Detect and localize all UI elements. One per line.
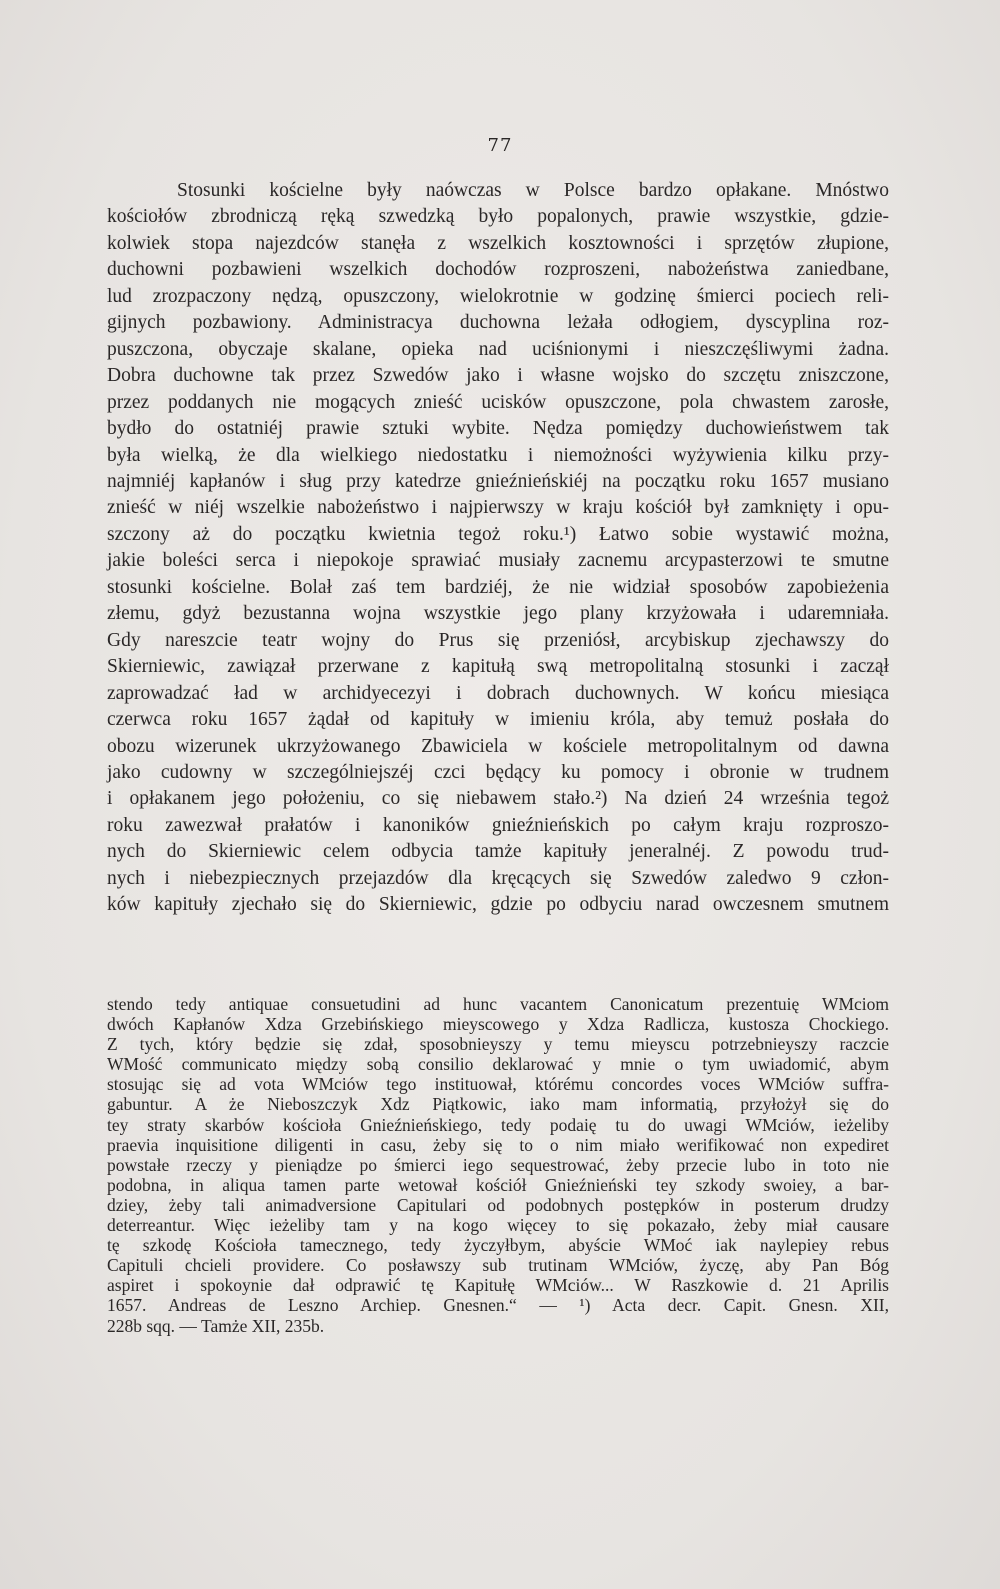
footnote-line: gabuntur. A że Nieboszczyk Xdz Piątkowic, iako mam informatią, przyłożył się do (107, 1094, 889, 1115)
main-text-line: nych do Skierniewic celem odbycia tamże kapituły jeneralnéj. Z powodu trud- (107, 841, 889, 863)
main-text-line: ków kapituły zjechało się do Skierniewic, gdzie po odbyciu narad owczesnem smutnem (107, 894, 889, 916)
footnote-line: dziey, żeby tali animadversione Capitulari od podobnych postępków in posterum drudzy (107, 1194, 889, 1215)
main-text-line: zaprowadzać ład w archidyecezyi i dobrach duchownych. W końcu miesiąca (107, 682, 889, 704)
footnote-line: dwóch Kapłanów Xdza Grzebińskiego mieyscowego y Xdza Radlicza, kustosza Chockiego. (107, 1014, 889, 1035)
footnote-line: Capituli chcieli providere. Co posławszy sub trutinam WMciów, życzę, aby Pan Bóg (107, 1255, 889, 1276)
main-text-line: czerwca roku 1657 żądał od kapituły w imieniu króla, aby temuż posłała do (107, 709, 889, 731)
main-text-line: duchowni pozbawieni wszelkich dochodów rozproszeni, nabożeństwa zaniedbane, (107, 259, 889, 281)
main-text-line: złemu, gdyż bezustanna wojna wszystkie jego plany krzyżowała i udaremniała. (107, 603, 889, 625)
main-text-line: gijnych pozbawiony. Administracya duchowna leżała odłogiem, dyscyplina roz- (107, 312, 889, 334)
footnote-line: tey straty skarbów kościoła Gnieźnieńskiego, tedy podaię tu do uwagi WMciów, ieżeliby (107, 1114, 889, 1135)
main-text-line: najmniéj kapłanów i sług przy katedrze gnieźnieńskiéj na początku roku 1657 musiano (107, 470, 889, 492)
footnote-line: podobna, in aliqua tamen parte wetował kościół Gnieźnieński tey szkody swoiey, a bar- (107, 1174, 889, 1195)
main-text-line: jakie boleści serca i niepokoje sprawiać musiały zacnemu arcypasterzowi te smutne (107, 550, 889, 572)
footnote-line: 228b sqq. — Tamże XII, 235b. (107, 1315, 325, 1336)
main-text-line: lud zrozpaczony nędzą, opuszczony, wielokrotnie w godzinę śmierci pociech reli- (107, 285, 889, 307)
footnote-line: tę szkodę Kościoła tamecznego, tedy życzyłbym, abyście WMoć iak naylepiey rebus (107, 1235, 889, 1256)
main-text-line: stosunki kościelne. Bolał zaś tem bardziéj, że nie widział sposobów zapobieżenia (107, 576, 889, 598)
main-text-line: bydło do ostatniéj prawie sztuki wybite. Nędza pomiędzy duchowieństwem tak (107, 418, 889, 440)
main-text-line: Gdy nareszcie teatr wojny do Prus się przeniósł, arcybiskup zjechawszy do (107, 629, 889, 651)
main-text-line: Skierniewic, zawiązał przerwane z kapitułą swą metropolitalną stosunki i zaczął (107, 656, 889, 678)
main-body-text (107, 178, 889, 919)
footnote-line: stosując się ad vota WMciów tego instituował, którému concordes voces WMciów suffra- (107, 1074, 889, 1095)
main-text-line: była wielką, że dla wielkiego niedostatku i niemożności wyżywienia kilku przy- (107, 444, 889, 466)
footnote-line: deterreantur. Więc ieżeliby tam y na kogo więcey to się pokazało, żeby miał causare (107, 1215, 889, 1236)
main-text-line: roku zawezwał prałatów i kanoników gnieźnieńskich po całym kraju rozproszo- (107, 814, 889, 836)
main-text-line: jako cudowny w szczególniejszéj czci będący ku pomocy i obronie w trudnem (107, 761, 889, 783)
page-number: 77 (487, 135, 513, 156)
main-text-line: znieść w niéj wszelkie nabożeństwo i najpierwszy w kraju kościół był zamknięty i opu- (107, 497, 889, 519)
footnote-line: powstałe rzeczy y pieniądze po śmierci iego sequestrować, żeby przecie lubo in toto nie (107, 1154, 889, 1175)
footnote-line: stendo tedy antiquae consuetudini ad hunc vacantem Canonicatum prezentuię WMciom (107, 994, 889, 1014)
footnote-line: Z tych, który będzie się zdał, sposobnieyszy y temu mieyscu potrzebnieyszy raczcie (107, 1034, 889, 1055)
main-text-line: obozu wizerunek ukrzyżowanego Zbawiciela w kościele metropolitalnym od dawna (107, 735, 889, 757)
main-text-line: nych i niebezpiecznych przejazdów dla kręcących się Szwedów zaledwo 9 człon- (107, 867, 889, 889)
footnote-line: praevia inquisitione diligenti in casu, żeby się to o nim miało werifikować non expediret (107, 1134, 889, 1155)
main-text-line: Dobra duchowne tak przez Szwedów jako i własne wojsko do szczętu zniszczone, (107, 365, 889, 387)
main-text-line: puszczona, obyczaje skalane, opieka nad uciśnionymi i nieszczęśliwymi żadna. (107, 338, 889, 360)
main-text-line: szczony aż do początku kwietnia tegoż roku.¹) Łatwo sobie wystawić można, (107, 523, 889, 545)
main-text-line: kolwiek stopa najezdców stanęła z wszelkich kosztowności i sprzętów złupione, (107, 232, 889, 254)
main-text-line: i opłakanem jego położeniu, co się niebawem stało.²) Na dzień 24 września tegoż (107, 788, 889, 810)
main-text-line: przez poddanych nie mogących znieść ucisków opuszczone, pola chwastem zarosłe, (107, 391, 889, 413)
footnote-line: 1657. Andreas de Leszno Archiep. Gnesnen.“ — ¹) Acta decr. Capit. Gnesn. XII, (107, 1295, 889, 1316)
footnote-block (107, 994, 889, 1336)
footnote-line: aspiret i spokoynie dał odprawić tę Kapitułę WMciów... W Raszkowie d. 21 Aprilis (107, 1275, 889, 1296)
main-text-line: kościołów zbrodniczą ręką szwedzką było popalonych, prawie wszystkie, gdzie- (107, 206, 889, 228)
footnote-line: WMość communicato między sobą consilio deklarować y mnie o tym uwiadomić, abym (107, 1054, 889, 1075)
main-text-line: Stosunki kościelne były naówczas w Polsce bardzo opłakane. Mnóstwo (177, 180, 889, 201)
